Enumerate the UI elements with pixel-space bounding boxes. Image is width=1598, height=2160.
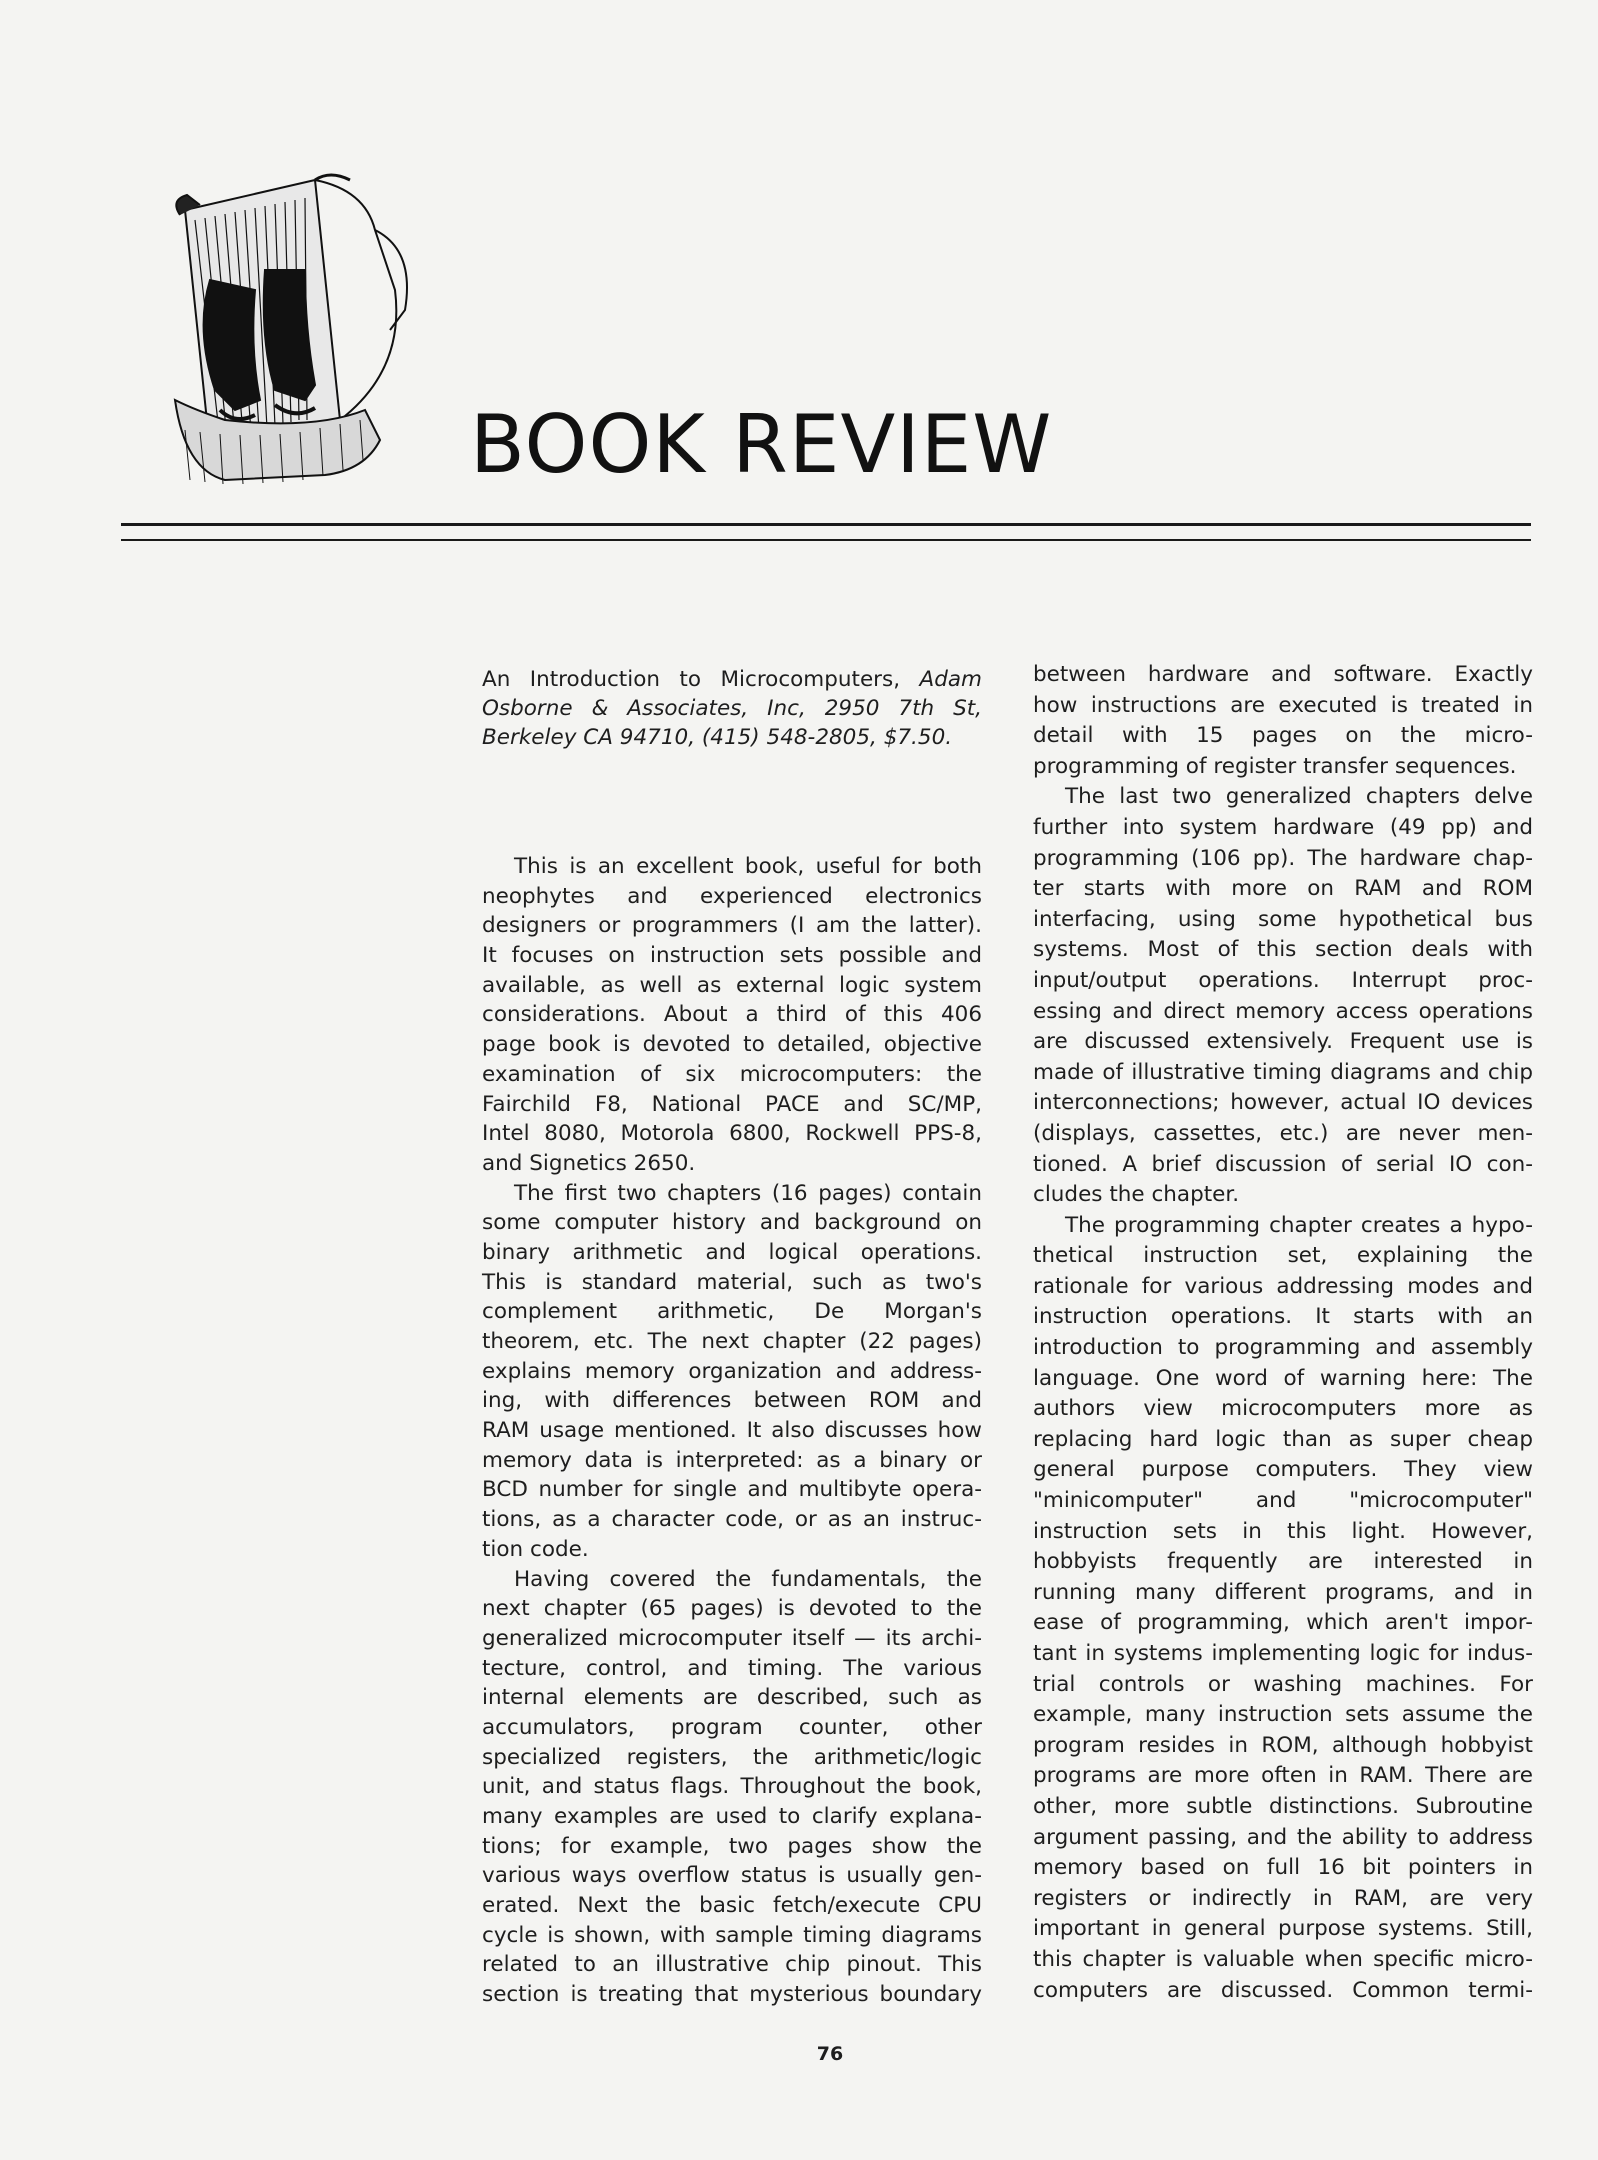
text-line: page book is devoted to detailed, objective <box>482 1032 982 1058</box>
text-line: ease of programming, which aren't impor- <box>1033 1610 1533 1636</box>
text-line: how instructions are executed is treated in <box>1033 692 1533 718</box>
text-line: various ways overflow status is usually gen- <box>482 1863 982 1889</box>
text-line: generalized microcomputer itself — its archi- <box>482 1625 982 1651</box>
text-line: other, more subtle distinctions. Subroutine <box>1033 1793 1533 1819</box>
text-line: further into system hardware (49 pp) and <box>1033 814 1533 840</box>
citation-title: An Introduction to Microcomputers, <box>482 667 920 692</box>
text-line: Fairchild F8, National PACE and SC/MP, <box>482 1091 982 1117</box>
text-line: RAM usage mentioned. It also discusses how <box>482 1418 982 1444</box>
text-line: programming of register transfer sequences. <box>1033 753 1517 779</box>
text-line: interfacing, using some hypothetical bus <box>1033 906 1533 932</box>
text-line: designers or programmers (I am the latter). <box>482 913 982 939</box>
citation-line <box>482 665 982 694</box>
left-column-text <box>482 852 982 2010</box>
reader-illustration <box>165 170 425 490</box>
text-line: binary arithmetic and logical operations. <box>482 1239 982 1265</box>
text-line: instruction sets in this light. However, <box>1033 1518 1533 1544</box>
text-line: ter starts with more on RAM and ROM <box>1033 876 1533 902</box>
text-line: The programming chapter creates a hypo- <box>1065 1212 1533 1238</box>
text-line: (displays, cassettes, etc.) are never men- <box>1033 1120 1533 1146</box>
text-line: trial controls or washing machines. For <box>1033 1671 1533 1697</box>
text-line: theorem, etc. The next chapter (22 pages) <box>482 1329 982 1354</box>
text-line: detail with 15 pages on the micro- <box>1033 723 1533 749</box>
text-line: unit, and status flags. Throughout the book, <box>482 1774 982 1800</box>
text-line: program resides in ROM, although hobbyist <box>1033 1732 1533 1758</box>
text-line: The last two generalized chapters delve <box>1065 784 1533 810</box>
text-line: This is an excellent book, useful for both <box>514 854 982 879</box>
text-line: many examples are used to clarify explana- <box>482 1804 982 1829</box>
text-line: This is standard material, such as two's <box>482 1269 982 1295</box>
text-line: cycle is shown, with sample timing diagrams <box>482 1922 982 1948</box>
text-line: argument passing, and the ability to address <box>1033 1824 1533 1850</box>
text-line: general purpose computers. They view <box>1033 1457 1533 1483</box>
text-line: The first two chapters (16 pages) contain <box>514 1180 982 1206</box>
text-line: made of illustrative timing diagrams and chip <box>1033 1059 1533 1085</box>
text-line: and Signetics 2650. <box>482 1150 696 1176</box>
text-line: tions; for example, two pages show the <box>482 1833 982 1859</box>
text-line: tant in systems implementing logic for indus- <box>1033 1641 1533 1666</box>
text-line: tecture, control, and timing. The various <box>482 1655 982 1681</box>
text-line: language. One word of warning here: The <box>1033 1365 1533 1391</box>
text-line: thetical instruction set, explaining the <box>1033 1243 1533 1269</box>
text-line: specialized registers, the arithmetic/logic <box>482 1744 982 1770</box>
text-line: ing, with differences between ROM and <box>482 1388 982 1414</box>
page-number: 76 <box>816 2043 844 2065</box>
text-line: essing and direct memory access operations <box>1033 998 1533 1024</box>
text-line: It focuses on instruction sets possible and <box>482 943 982 969</box>
text-line: programs are more often in RAM. There are <box>1033 1763 1533 1789</box>
text-line: are discussed extensively. Frequent use is <box>1033 1029 1533 1055</box>
text-line: BCD number for single and multibyte opera- <box>482 1477 982 1503</box>
text-line: "minicomputer" and "microcomputer" <box>1033 1488 1533 1514</box>
text-line: tioned. A brief discussion of serial IO con- <box>1033 1151 1533 1177</box>
text-line: cludes the chapter. <box>1033 1182 1240 1208</box>
text-line: introduction to programming and assembly <box>1033 1335 1533 1361</box>
text-line: tion code. <box>482 1536 589 1562</box>
citation-publisher: Adam <box>919 667 982 692</box>
text-line: important in general purpose systems. Still, <box>1033 1916 1533 1942</box>
text-line: programming (106 pp). The hardware chap- <box>1033 845 1533 871</box>
text-line: neophytes and experienced electronics <box>482 883 982 909</box>
text-line: replacing hard logic than as super cheap <box>1033 1426 1533 1452</box>
text-line: tions, as a character code, or as an instruc- <box>482 1507 982 1533</box>
text-line: section is treating that mysterious boundary <box>482 1982 982 2008</box>
text-line: explains memory organization and address- <box>482 1358 982 1384</box>
text-line: systems. Most of this section deals with <box>1033 937 1533 963</box>
text-line: considerations. About a third of this 406 <box>482 1002 982 1028</box>
text-line: accumulators, program counter, other <box>482 1714 982 1740</box>
text-line: hobbyists frequently are interested in <box>1033 1549 1533 1575</box>
header-rule-thin <box>121 539 1531 541</box>
text-line: memory based on full 16 bit pointers in <box>1033 1855 1533 1881</box>
text-line: some computer history and background on <box>482 1210 982 1236</box>
text-line: authors view microcomputers more as <box>1033 1396 1533 1422</box>
text-line: registers or indirectly in RAM, are very <box>1033 1885 1533 1911</box>
text-line: complement arithmetic, De Morgan's <box>482 1299 982 1325</box>
text-line: erated. Next the basic fetch/execute CPU <box>482 1893 982 1919</box>
text-line: computers are discussed. Common termi- <box>1033 1977 1533 2003</box>
text-line: Intel 8080, Motorola 6800, Rockwell PPS-8, <box>482 1121 982 1147</box>
text-line: example, many instruction sets assume the <box>1033 1702 1533 1728</box>
text-line: interconnections; however, actual IO devices <box>1033 1090 1533 1116</box>
text-line: running many different programs, and in <box>1033 1579 1533 1605</box>
citation-line: Osborne & Associates, Inc, 2950 7th St, <box>482 696 982 721</box>
text-line: between hardware and software. Exactly <box>1033 662 1533 687</box>
text-line: Having covered the fundamentals, the <box>514 1566 982 1592</box>
text-line: this chapter is valuable when specific micro- <box>1033 1946 1533 1972</box>
text-line: input/output operations. Interrupt proc- <box>1033 967 1533 993</box>
text-line: next chapter (65 pages) is devoted to the <box>482 1596 982 1622</box>
citation-line: Berkeley CA 94710, (415) 548-2805, $7.50. <box>482 725 953 750</box>
text-line: instruction operations. It starts with an <box>1033 1304 1533 1330</box>
text-line: available, as well as external logic system <box>482 972 982 998</box>
text-line: memory data is interpreted: as a binary or <box>482 1447 982 1473</box>
text-line: examination of six microcomputers: the <box>482 1061 982 1087</box>
book-citation <box>482 665 982 752</box>
text-line: rationale for various addressing modes and <box>1033 1273 1533 1299</box>
right-column-text <box>1033 660 1533 2006</box>
header-rule-thick <box>121 523 1531 526</box>
page-title: BOOK REVIEW <box>470 398 1053 491</box>
text-line: related to an illustrative chip pinout. This <box>482 1952 982 1978</box>
text-line: internal elements are described, such as <box>482 1685 982 1711</box>
